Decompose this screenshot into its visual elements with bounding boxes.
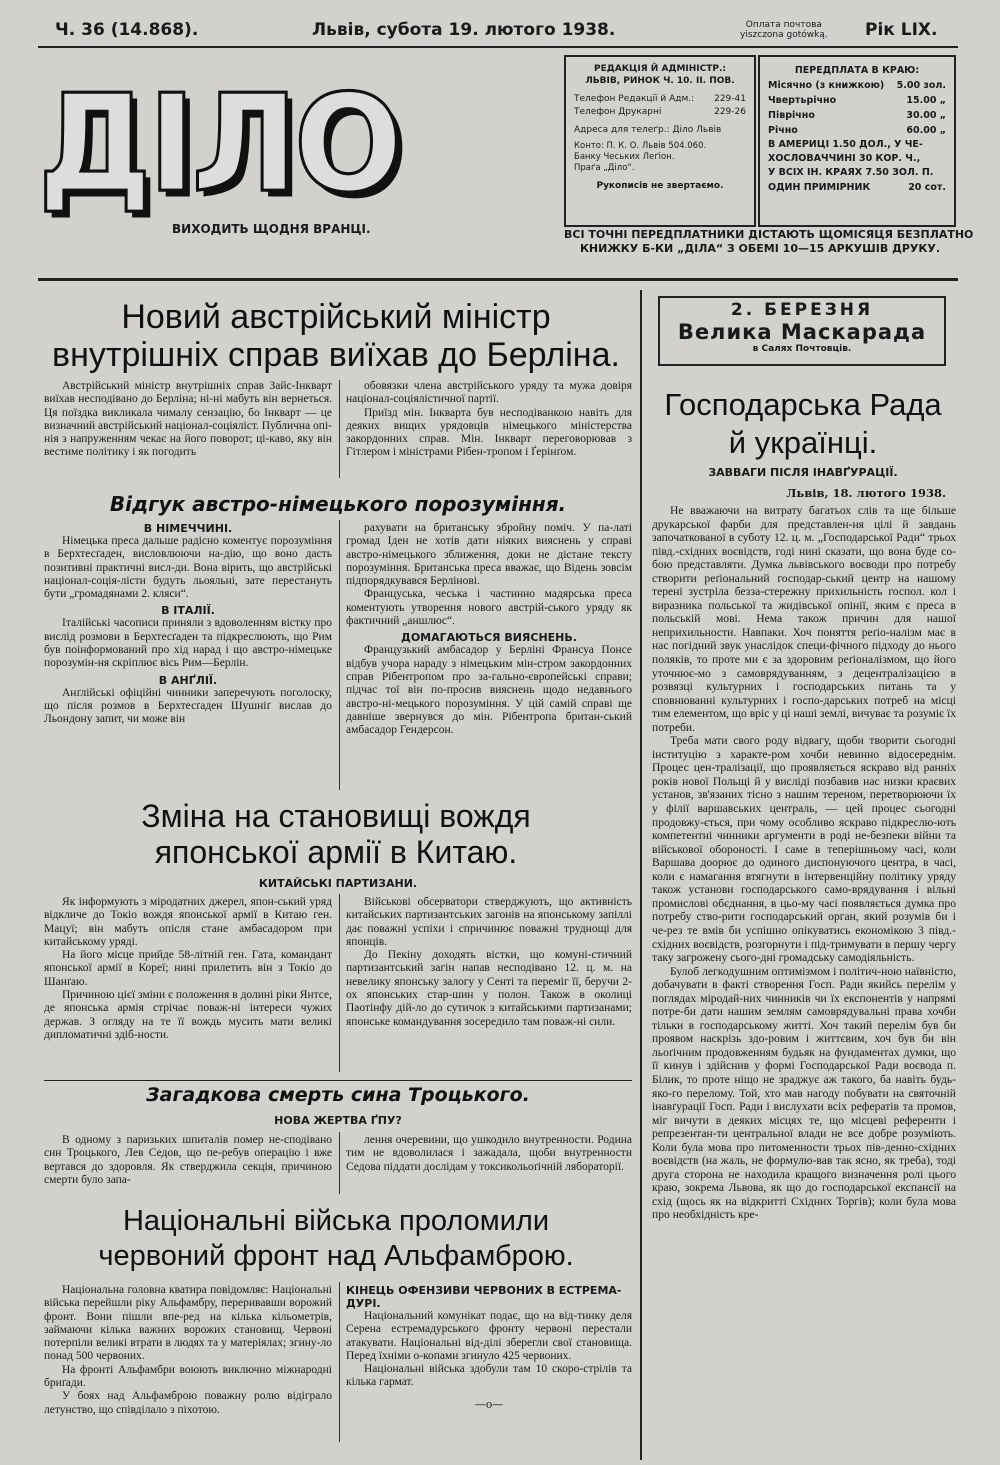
subscription-row-price: 60.00 „ — [906, 125, 946, 136]
article1-left-col — [44, 522, 332, 727]
issue-date: Львів, субота 19. лютого 1938. — [312, 20, 616, 40]
subscription-row — [768, 93, 946, 108]
subscription-row — [768, 108, 946, 123]
editorial-phone-row — [574, 93, 746, 106]
article1-divider-2 — [339, 520, 340, 790]
article4-end-mark: —о— — [474, 1397, 504, 1411]
article2-subhead: КИТАЙСЬКІ ПАРТИЗАНИ. — [258, 877, 418, 890]
subscription-row-price: 15.00 „ — [906, 95, 946, 106]
article4-divider — [339, 1282, 340, 1442]
article4-col2: Національний комунікат подає, що на від-тинку деля Серена естремадурського фронту червоні перестали атакувати. Національні від-ділі зберегли свої становища. Перед їхніми о-копами згинуло 425 червоних. Національні війська здобули там 10 скоро-стрілів та кілька гармат. — [346, 1310, 632, 1389]
article2-col2: Військові обсерватори стверджують, що активність китайських партизантських загонів на японському запіллі дає поважні успіхи і спричинює поважні труднощі для японців. До Пекіну доходять вістки, що комуні-стичний партизантський загін напав несподівано 12. ц. м. на невелику японську залогу у Сенті та переміг її, беручи 2-ох японських стар-шин у полон. Також в околиці Паотінфу дій-ло до сутичок з китайськими партизанами; японське командування зосередило там поваж-ні сили. — [346, 896, 632, 1028]
article3-rule — [44, 1080, 632, 1081]
article1-divider — [339, 380, 340, 478]
article5-headline: Господарська Рада й українці. — [664, 387, 942, 460]
subscription-row-price: 5.00 зол. — [896, 80, 946, 91]
article1-right-col — [346, 522, 632, 737]
demand-text: Французький амбасадор у Берліні Франсуа Понсе відбув учора нараду з німецьким мін-стром закордонних справ Рібентропом про за-гально-європейські справи; підчас тої він по-просив вияснень щодо недавнього австро-ні-мецького порозуміння. У цій самій справі ще давніше звернувся до мін. Рібентропа британ-ський амбасадор Гендерсон. — [346, 644, 632, 737]
editorial-box — [564, 55, 756, 227]
demand-head: ДОМАГАЮТЬСЯ ВИЯСНЕНЬ. — [401, 631, 577, 645]
article1-col1: Австрійський міністр внутрішніх справ Зайс-Інкварт виїхав несподівано до Берліна; ні-ні мабуть він вернеться. Ця поїздка викликала чималу сензацію, бо Інкварт — це визначний австрійський націонал-соціяліст. Публична опі-нія з напруженням чекає на його поворот; ці-каво, яку він вестиме політику і як погодить — [44, 380, 332, 459]
issue-number: Ч. 36 (14.868). — [55, 20, 199, 40]
germany-head: В НІМЕЧЧИНІ. — [143, 522, 233, 535]
single-copy-price: 20 сот. — [908, 182, 946, 193]
article1-subhead: Відгук австро-німецького порозуміння. — [109, 492, 567, 516]
subscription-row — [768, 78, 946, 93]
masthead — [38, 66, 458, 225]
article3-col2: лення очеревини, що ушкодило внутренности. Родина тим не вдоволилася і зажадала, щоби внутренности Седова піддати дослідам у токсикольоґічній лябораторії. — [346, 1134, 632, 1173]
article5-body: Не вважаючи на витрату багатьох слів та ще більше друкарської фарби для представлен-ня цілі й завдань започаткованої в суботу 12. ц. м. „Господарської Ради“ трьох півд.-східних воєвідств, годі нині сказати, що вона буде со-бою представляти. Думка львівського воєводи про потребу створити реґіональний господар-ський центр на нашому терені зустріла безза-стережну прихильність госпол. кол і виразника польської та жидівської опінії, яким є преса в польській мові. Нема також причин для нашої неприхильности. Навпаки. Хоч поняття реґіо-налізм має в нас погідний звук унаслідок специ-фічного підходу до нього поляків, то проте ми є за здоровим реґіоналізмом, що його уточнює-мо з самоврядуванням, з децентралізацією в розвязці культурних і господарських питань та у сповнюванні культурних і госпо-дарських потреб на місці тим елементом, що вріс у ці наші землі, вичуває та розуміє їх потреби. Треба мати свого роду відвагу, щоби творити сьогодні інституцію з характе-ром хочби невинно відосереднім. Процес цен-тралізації, що проявляється яскраво від ранніх років нової Польщі й у висліді позбавив нас низки краєвих установ, зв'язаних тісно з нашим тереном, перетворюючи їх у філії варшавських централь, — цей процес сьогодні продовжу-ється, при чому особливо яскраво підкреслю-ють компетентні чинники аргументи в роді не-безпеки війни та військової обороності. І саме в теперішньому часі, коли Варшава доорює до одиного диспонуючого центра, в часі, коли є намагання втягнути в інтервенційну політику уряду також установи господарського само-врядування і вільні промислові обєднання, в цьо-му часі появляється думка про потребу ство-рити господарський орган, який розумів би і че-рез те вмів би успішно опікуватись економікою 3 півд.-східних воєвідств, розгорнути і під-тримувати в першу чергу таку загрожену сього-дні громадську самодіяльність. Булоб легкодушним оптимізмом і політич-ною наївністю, добачувати в факті створення Госп. Ради якийсь перелім у поглядах міродай-них чинників чи їх експонентів у напрямі потре-би дати нашим землям самоврядувальні права хочби тільки в господарському житті. Хоч такий перелім був би проявом наскрізь здо-ровим і життєвим, хоч був би він льоґічним продовженням будьяк на фундаментах думки, що її кинув і здійснив у формі Господарської Ради воєвода п. Білик, то проте ніщо не зраджує аж такого, ба навіть будь-яко-го перелому. Той, хто мав нагоду побувати на святочній інавґурації Госп. Ради і вислухати всіх рефератів та промов, міг вичути в деяких місцях те, що місцеві референти і репрезентан-ти центральної влади не все добре розуміють. Коли була мова про питоменности трьох пів-денно-східних воєвідств (на жаль, не формулю-вав так ясно, як треба), тоді друга сторона не находила кращого визначення ролі цього краю, зокрема Львова, як що до господарської експансії на схід (щось як на відкритті Східних Торгів); коли була мова про необхідність кре- — [652, 504, 956, 1222]
subscription-row-label: Річно — [768, 125, 798, 136]
italy-head: В ІТАЛІЇ. — [161, 604, 215, 618]
article2-headline: Зміна на становищі вождя японської армії в Китаю. — [141, 798, 531, 870]
article3-divider — [339, 1132, 340, 1194]
article1-headline: Новий австрійський міністр внутрішніх справ виїхав до Берліна. — [52, 298, 620, 374]
daily-note: ВИХОДИТЬ ЩОДНЯ ВРАНЦІ. — [172, 222, 371, 236]
article4-right-col — [346, 1284, 632, 1411]
telegram-address: Адреса для телеґр.: Діло Львів — [574, 125, 722, 135]
single-copy-label: ОДИН ПРИМІРНИК — [768, 182, 871, 193]
article2-col1: Як інформують з міродатних джерел, япон-ський уряд відкличе до Токіо вождя японської армії в Китаю ген. Мацуї; він мабуть опісля стане амбасадором при китайському уряді. На його місце прийде 58-літній ген. Гата, командант японської армії в Кореї; нині прилетить він з Токіо до Шанґаю. Причиною цієї зміни є положення в долині ріки Янтсе, де японська армія стрічає поваж-ні інтереси чужих держав. З огляду на те її вождь мусить мати великі дипломатичні здіб-ности. — [44, 896, 332, 1041]
italy-text: Італійські часописи приняли з вдоволенням вістку про вислід розмови в Берхтесґаден та підкреслюють, що Рим був поінформований про хід нарад і що австро-німецьке порозумін-ня скріплює вісь Рим—Берлін. — [44, 617, 332, 670]
ad-date: 2. БЕРЕЗНЯ — [730, 300, 874, 320]
article3-headline: Загадкова смерть сина Троцького. — [146, 1084, 530, 1106]
subscription-row — [768, 123, 946, 138]
article5-dateline: Львів, 18. лютого 1938. — [786, 486, 946, 500]
subscription-box — [758, 55, 956, 227]
top-line — [50, 20, 950, 48]
article4-headline: Національні війська проломили червоний фронт над Альфамброю. — [98, 1205, 574, 1272]
print-phone-row — [574, 106, 746, 119]
masthead-title: ДІЛО — [38, 66, 399, 223]
article4-col1: Національна головна кватира повідомляє: Національні війська перейшли ріку Альфамбру, переривавши ворожий фронт. Вони пішли впе-ред на кілька кільометрів, займаючи кілька важних ворожих становищ. Червоні потерпіли великі втрати в людях та у матеріялах; згину-ло понад 500 червоних. На фронті Альфамбри воюють виключно міжнародні бриґади. У боях над Альфамброю поважну ролю відіграло летунство, що співділало з піхотою. — [44, 1284, 332, 1416]
masthead-rule — [38, 278, 958, 281]
volume-year: Рік LIX. — [865, 20, 938, 40]
england-text: Анґлійські офіційні чинники заперечують поголоску, що після розмов в Берхтесґаден Шушніґ вислав до Льондону запит, чи може він — [44, 686, 332, 726]
bank-accounts: Конто: П. К. О. Львів 504.060. Банку Чеських Леґіон. Праґа „Діло“. — [574, 141, 707, 173]
top-rule — [38, 46, 958, 48]
article1-col2b: рахувати на британську збройну поміч. У па-латі громад Іден не хотів дати ніяких вияснень у справі австро-німецького зближення, доки не дістане тексту порозуміння. Британська преса вважає, що Відень зовсім підпорядкувався Берлінові. Француська, чеська і частинно мадярська преса коментують утворення нового австрій-ського уряду як фактичний „аншлюс“. — [346, 522, 632, 628]
bonus-notice: ВСІ ТОЧНІ ПЕРЕДПЛАТНИКИ ДІСТАЮТЬ ЩОМІСЯЦЯ БЕЗПЛАТНО КНИЖКУ Б-КИ „ДІЛА“ З ОБЕМІ 10—15 АРКУШІВ ДРУКУ. — [564, 228, 974, 255]
subscription-row-price: 30.00 „ — [906, 110, 946, 121]
subscription-rows — [768, 78, 946, 138]
manuscripts-note: Рукописів не звертаємо. — [596, 181, 724, 191]
england-head: В АНҐЛІЇ. — [158, 673, 218, 687]
print-phone-label: Телефон Друкарні — [574, 107, 662, 117]
article3-col1: В одному з паризьких шпиталів помер не-сподівано син Троцького, Лев Седов, що пе-ребув операцію і вже вертався до здоровля. Як стверджила секція, причиною смерти було запа- — [44, 1134, 332, 1186]
print-phone: 229-26 — [714, 107, 746, 117]
subscription-row-label: Місячно (з книжкою) — [768, 80, 885, 91]
article1-col2: обовязки члена австрійського уряду та мужа довіря націонал-соціялістичної партії. Приїзд мін. Інкварта був несподіванкою навіть для деяких вищих урядовців німецького міністерства закордонних справ. Мін. Інкварт переговорював з Гітлером і міністрами Рібен-тропом і Ґерінґом. — [346, 380, 632, 459]
ad-title: Велика Маскарада — [677, 320, 927, 344]
article2-divider — [339, 894, 340, 1072]
editorial-phone: 229-41 — [714, 94, 746, 104]
main-column-divider — [640, 290, 642, 1460]
article3-subhead: НОВА ЖЕРТВА ҐПУ? — [274, 1114, 402, 1127]
editorial-phone-label: Телефон Редакції й Адм.: — [574, 94, 695, 104]
germany-text: Німецька преса дальше радісно коментує порозуміння в Берхтесґаден, висловлюючи на-дію, що воно дасть позитивні практичні висл-ди. Вона вірить, що австрійські націонал-соція-лісти будуть льояльні, зате перестануть бути „громадянами 2. кляси“. — [44, 535, 332, 601]
article4-col2-head: КІНЕЦЬ ОФЕНЗИВИ ЧЕРВОНИХ В ЕСТРЕМА-ДУРІ. — [346, 1284, 622, 1310]
ad-venue: в Салях Почтовців. — [752, 344, 852, 354]
ad-box — [658, 296, 946, 366]
subscription-row-label: Чвертьрічно — [768, 95, 837, 106]
postal-note: Оплата почтова уiszczona gotówką. — [740, 20, 828, 40]
abroad-prices: В АМЕРИЦІ 1.50 ДОЛ., У ЧЕ- ХОСЛОВАЧЧИНІ 30 КОР. Ч., У ВСІХ ІН. КРАЯХ 7.50 ЗОЛ. П. — [768, 139, 934, 178]
subscription-row-label: Піврічно — [768, 110, 815, 121]
single-copy-row — [768, 180, 946, 195]
editorial-heading: РЕДАКЦІЯ Й АДМІНІСТР.: ЛЬВІВ, РИНОК Ч. 10. II. ПОВ. — [585, 64, 735, 86]
article5-subhead: ЗАВВАГИ ПІСЛЯ ІНАВҐУРАЦІЇ. — [708, 466, 898, 479]
subscription-heading: ПЕРЕДПЛАТА В КРАЮ: — [794, 65, 920, 76]
